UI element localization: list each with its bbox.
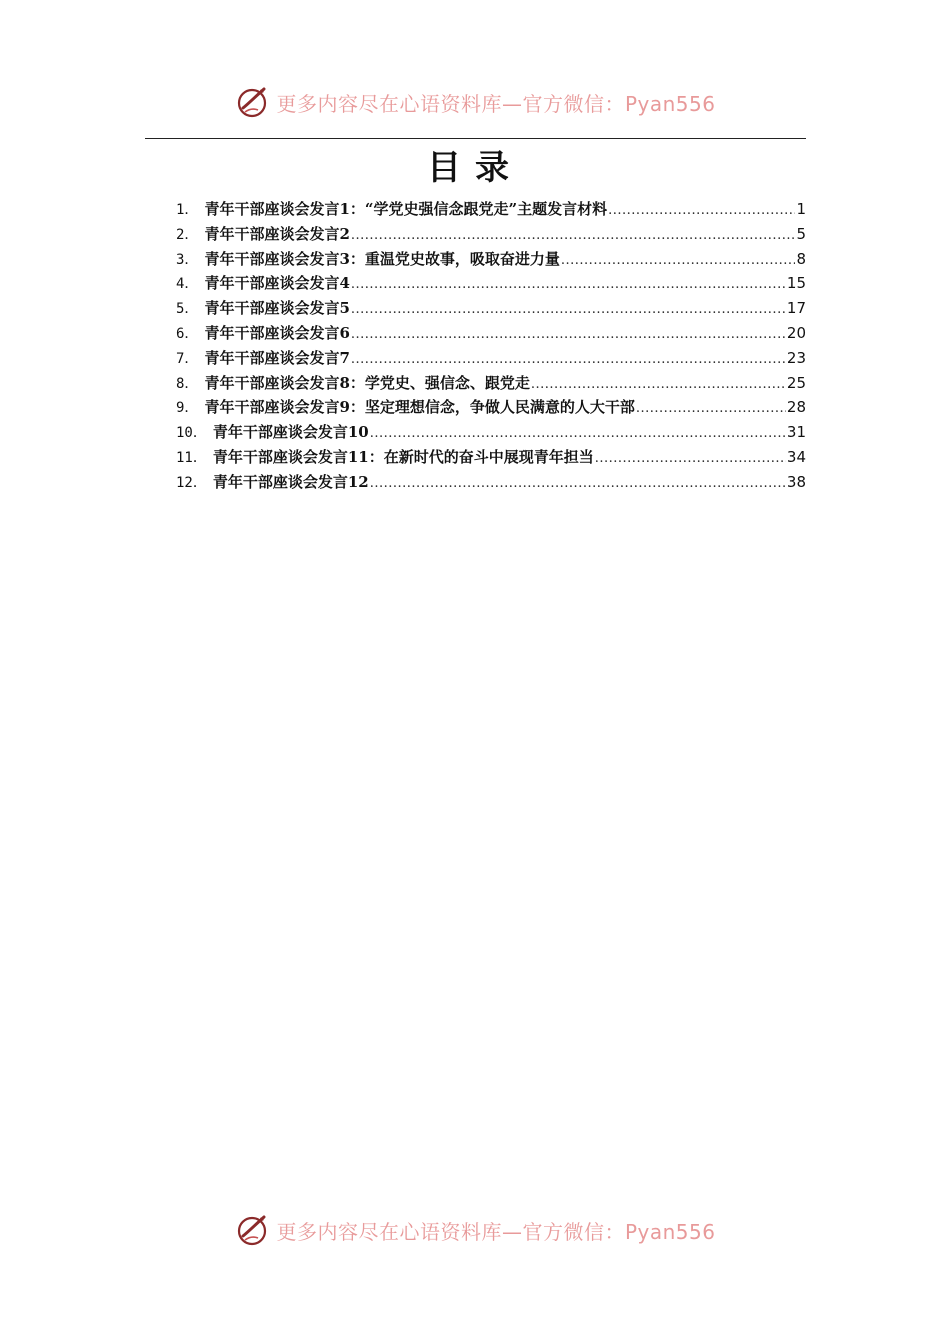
toc-entry-page-number: 34 bbox=[786, 447, 806, 466]
toc-entry-page-number: 1 bbox=[796, 200, 806, 218]
toc-entry-label: 青年干部座谈会发言8：学党史、强信念、跟党走 bbox=[204, 373, 530, 392]
toc-entry-number: 10． bbox=[176, 425, 207, 442]
toc-entry[interactable] bbox=[176, 420, 806, 445]
toc-dot-leader bbox=[351, 224, 796, 249]
toc-entry[interactable] bbox=[176, 197, 806, 222]
header-rule bbox=[145, 138, 806, 139]
page-title: 目录 bbox=[427, 148, 523, 188]
toc-entry-page-number: 15 bbox=[786, 274, 806, 293]
toc-entry-label: 青年干部座谈会发言2 bbox=[204, 224, 350, 243]
toc-entry[interactable] bbox=[176, 346, 806, 371]
toc-entry-number: 7． bbox=[176, 350, 199, 367]
toc-entry-number: 11． bbox=[176, 449, 207, 466]
toc-entry[interactable] bbox=[176, 395, 806, 420]
toc-dot-leader bbox=[608, 199, 795, 224]
toc-entry-page-number: 23 bbox=[786, 348, 806, 367]
toc-dot-leader bbox=[370, 422, 786, 447]
toc-entry-page-number: 31 bbox=[786, 423, 806, 442]
toc-entry-number: 8． bbox=[176, 375, 199, 392]
toc-entry[interactable] bbox=[176, 371, 806, 396]
table-of-contents bbox=[176, 197, 806, 495]
toc-entry-number: 5． bbox=[176, 301, 199, 318]
toc-entry-label: 青年干部座谈会发言9：坚定理想信念，争做人民满意的人大干部 bbox=[204, 398, 635, 417]
toc-entry[interactable] bbox=[176, 470, 806, 495]
toc-entry-label: 青年干部座谈会发言10 bbox=[212, 423, 369, 442]
toc-entry-label: 青年干部座谈会发言11：在新时代的奋斗中展现青年担当 bbox=[212, 447, 594, 466]
toc-entry-number: 2． bbox=[176, 226, 199, 243]
toc-dot-leader bbox=[351, 348, 786, 373]
toc-entry-label: 青年干部座谈会发言6 bbox=[204, 323, 350, 342]
toc-dot-leader bbox=[531, 373, 786, 398]
toc-entry-number: 4． bbox=[176, 276, 199, 293]
footer-banner-text: 更多内容尽在心语资料库—官方微信：Pyan556 bbox=[276, 1219, 716, 1244]
toc-entry-label: 青年干部座谈会发言5 bbox=[204, 299, 350, 318]
toc-entry-page-number: 28 bbox=[786, 398, 806, 417]
header-banner-text: 更多内容尽在心语资料库—官方微信：Pyan556 bbox=[276, 91, 716, 116]
pen-circle-logo-icon bbox=[234, 84, 270, 120]
toc-dot-leader bbox=[561, 249, 796, 274]
toc-entry-page-number: 17 bbox=[786, 299, 806, 318]
toc-dot-leader bbox=[351, 273, 786, 298]
toc-dot-leader bbox=[636, 397, 786, 422]
toc-entry[interactable] bbox=[176, 271, 806, 296]
toc-entry[interactable] bbox=[176, 445, 806, 470]
toc-entry-number: 6． bbox=[176, 325, 199, 342]
toc-dot-leader bbox=[370, 472, 786, 497]
toc-entry-label: 青年干部座谈会发言4 bbox=[204, 274, 350, 293]
toc-entry[interactable] bbox=[176, 296, 806, 321]
toc-entry-number: 9． bbox=[176, 400, 199, 417]
toc-entry-page-number: 8 bbox=[796, 249, 806, 268]
toc-dot-leader bbox=[595, 447, 786, 472]
toc-entry-page-number: 38 bbox=[786, 472, 806, 491]
toc-entry-label: 青年干部座谈会发言7 bbox=[204, 348, 350, 367]
toc-entry-page-number: 25 bbox=[786, 373, 806, 392]
header-banner bbox=[0, 82, 950, 122]
toc-entry-number: 1． bbox=[176, 202, 199, 218]
toc-entry-number: 12． bbox=[176, 474, 207, 491]
toc-entry-label: 青年干部座谈会发言1：“学党史强信念跟党走”主题发言材料 bbox=[204, 200, 608, 218]
toc-dot-leader bbox=[351, 298, 786, 323]
pen-circle-logo-icon bbox=[234, 1212, 270, 1248]
toc-entry-number: 3． bbox=[176, 251, 199, 268]
toc-entry[interactable] bbox=[176, 247, 806, 272]
toc-entry-label: 青年干部座谈会发言3：重温党史故事，吸取奋进力量 bbox=[204, 249, 560, 268]
toc-entry-label: 青年干部座谈会发言12 bbox=[212, 472, 369, 491]
toc-entry[interactable] bbox=[176, 222, 806, 247]
toc-entry[interactable] bbox=[176, 321, 806, 346]
toc-entry-page-number: 5 bbox=[796, 224, 806, 243]
toc-entry-page-number: 20 bbox=[786, 323, 806, 342]
footer-banner bbox=[0, 1210, 950, 1250]
toc-dot-leader bbox=[351, 323, 786, 348]
